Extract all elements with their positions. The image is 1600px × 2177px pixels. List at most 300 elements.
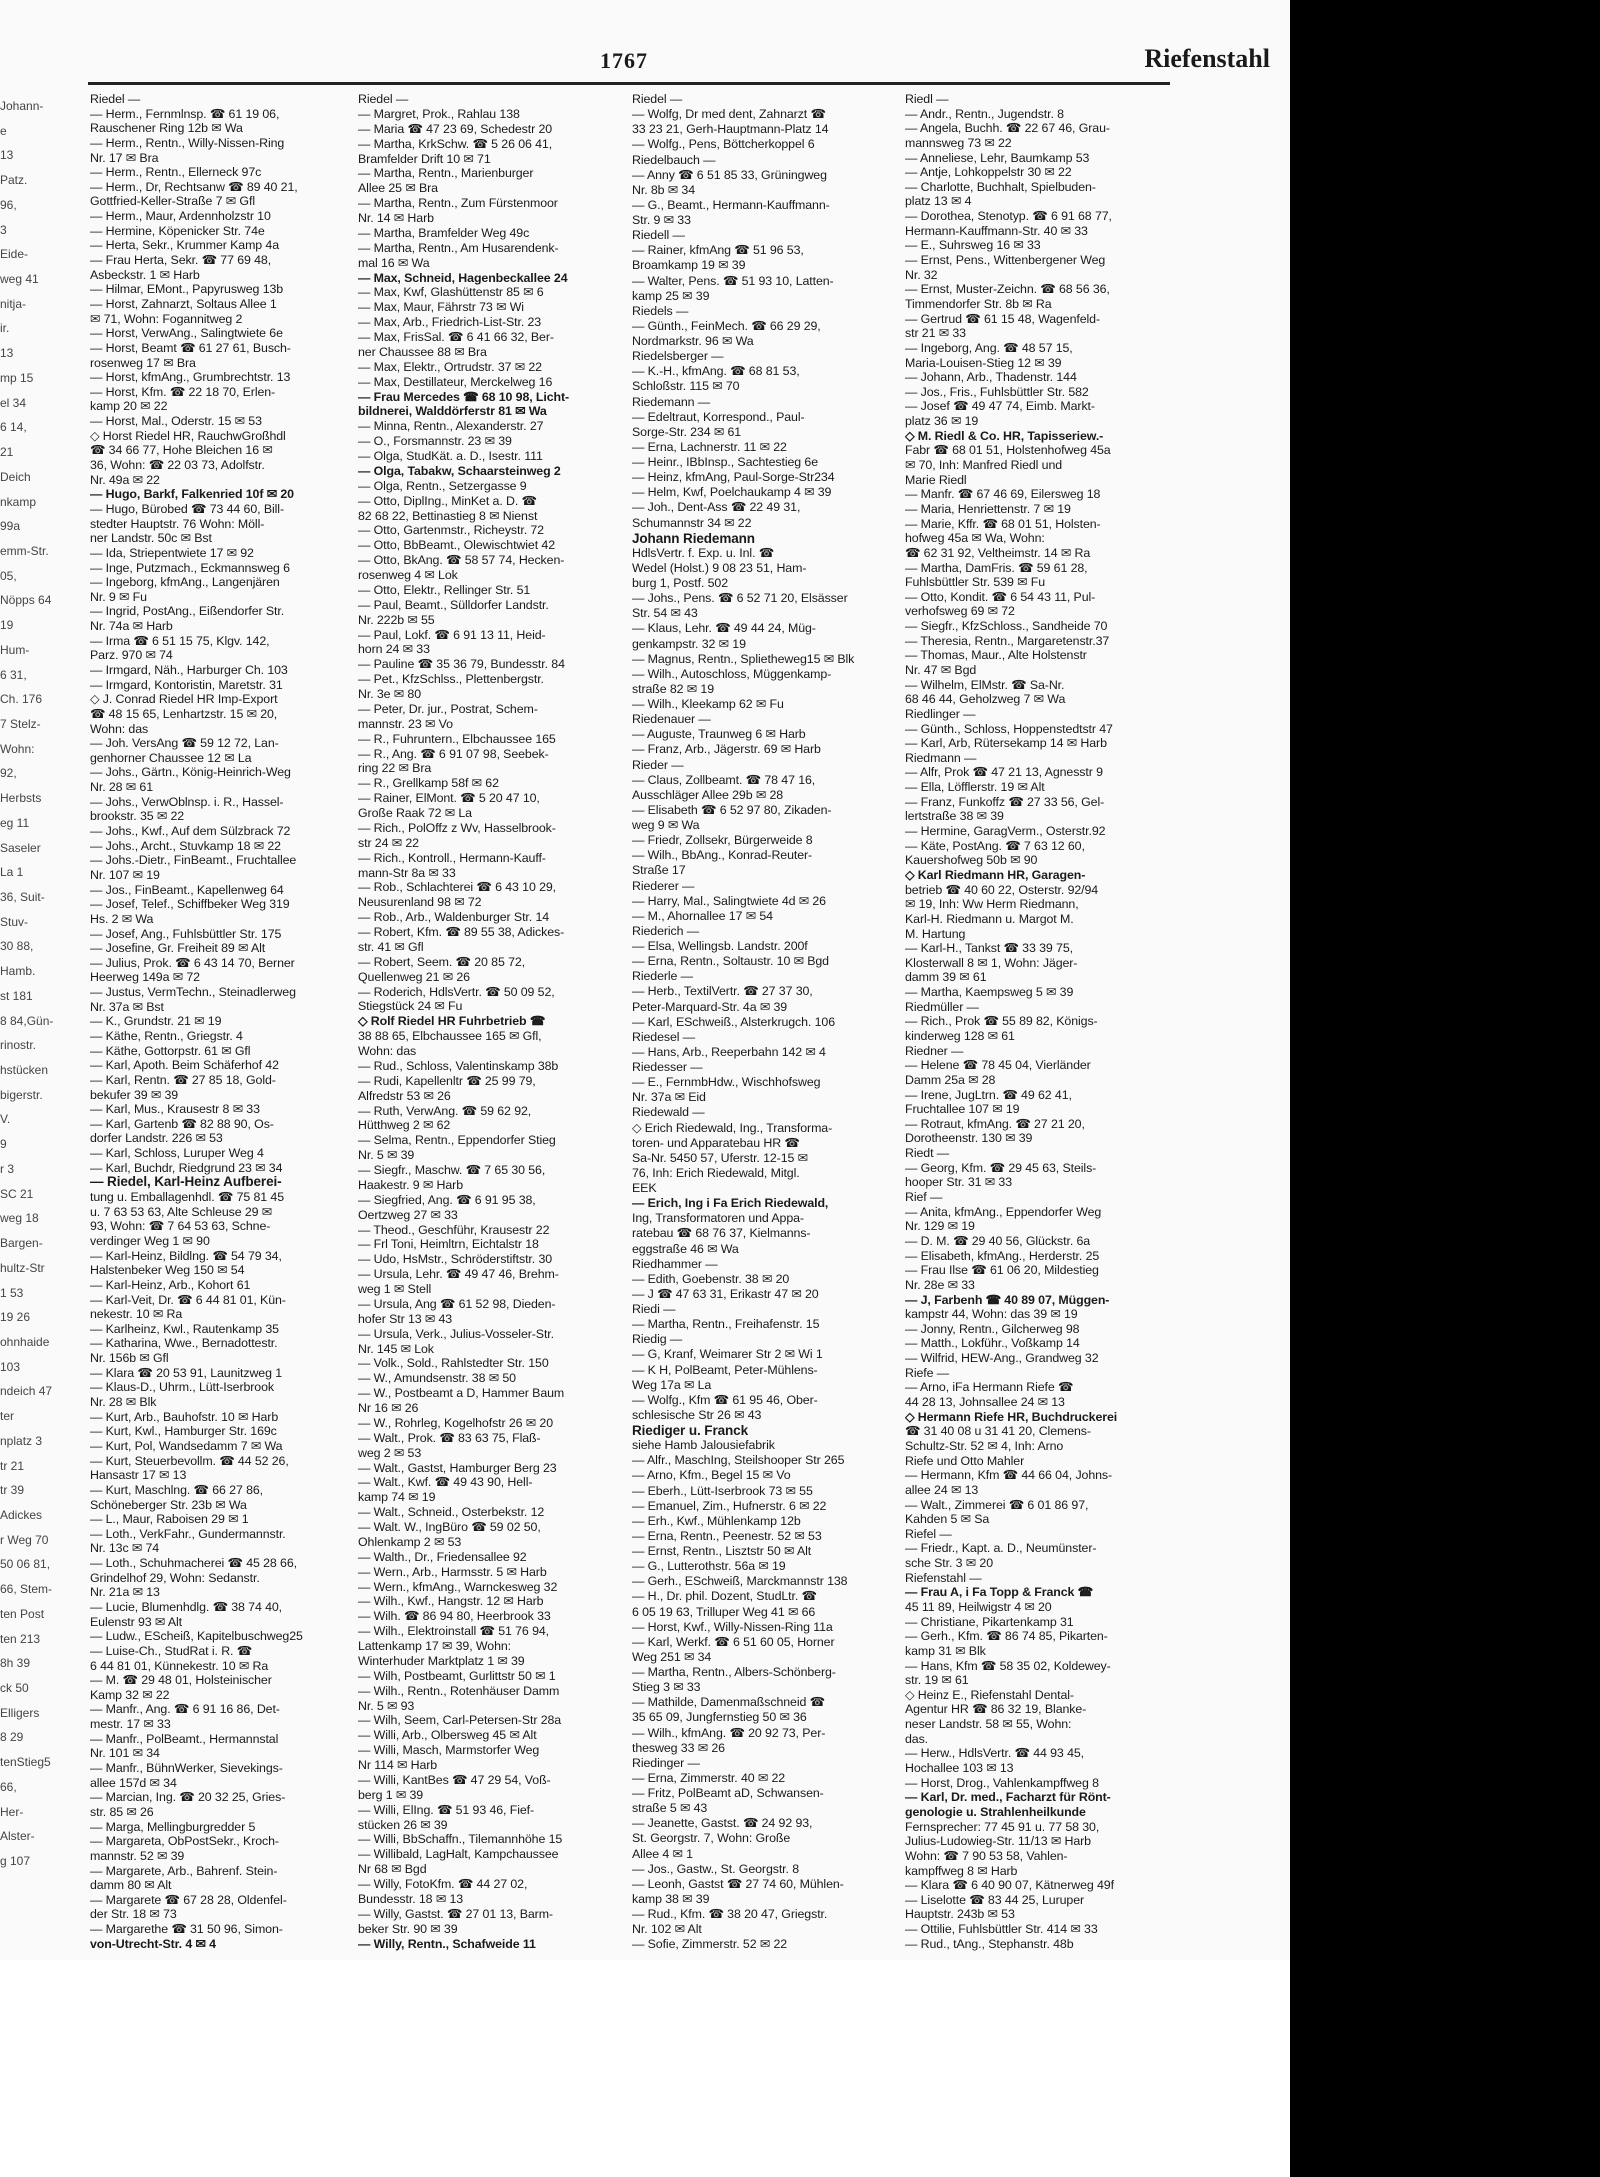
directory-entry-line: — Willi, BbSchaffn., Tilemannhöhe 15	[358, 1832, 563, 1847]
fragment-line: Saseler	[0, 840, 41, 855]
directory-entry-line: Sorge-Str. 234 ✉ 61	[632, 424, 742, 439]
directory-entry-line: — Käte, PostAng. ☎ 7 63 12 60,	[905, 838, 1085, 853]
directory-entry-line: 35 65 09, Jungfernstieg 50 ✉ 36	[632, 1710, 807, 1725]
directory-entry-line: — Jonny, Rentn., Gilcherweg 98	[905, 1321, 1080, 1336]
directory-entry-line: — Karl, Schloss, Luruper Weg 4	[90, 1146, 264, 1161]
directory-entry-line: hofweg 45a ✉ Wa, Wohn:	[905, 531, 1045, 546]
directory-entry-line: — Ruth, VerwAng. ☎ 59 62 92,	[358, 1103, 532, 1118]
directory-entry-line: — Wilh., Kwf., Hangstr. 12 ✉ Harb	[358, 1594, 544, 1609]
directory-entry-line: ☎ 62 31 92, Veltheimstr. 14 ✉ Ra	[905, 545, 1091, 560]
directory-entry-line: ◇ Karl Riedmann HR, Garagen-	[905, 867, 1086, 882]
directory-entry-line: — Arno, Kfm., Begel 15 ✉ Vo	[632, 1468, 791, 1483]
directory-entry-line: — Otto, Gartenmstr., Richeystr. 72	[358, 523, 544, 538]
directory-entry-line: — Karl, Arb, Rütersekamp 14 ✉ Harb	[905, 736, 1107, 751]
directory-entry-line: Nr. 107 ✉ 19	[90, 867, 160, 882]
directory-entry-line: — K.-H., kfmAng. ☎ 68 81 53,	[632, 364, 800, 379]
fragment-line: tr 21	[0, 1458, 25, 1473]
fragment-line: 6 14,	[0, 420, 27, 435]
directory-entry-line: u. 7 63 53 63, Alte Schleuse 29 ✉	[90, 1204, 273, 1219]
page-number: 1767	[600, 48, 648, 73]
fragment-line: ohnhaide	[0, 1334, 50, 1349]
directory-entry-line: — Rich., Prok ☎ 55 89 82, Königs-	[905, 1014, 1098, 1029]
directory-entry-line: Riedner —	[905, 1043, 964, 1058]
directory-entry-line: — Marga, Mellingburgredder 5	[90, 1819, 256, 1834]
directory-entry-line: ☎ 31 40 08 u 31 41 20, Clemens-	[905, 1424, 1091, 1439]
directory-entry-line: — Ernst, Rentn., Lisztstr 50 ✉ Alt	[632, 1544, 812, 1558]
directory-entry-line: — Paul, Beamt., Sülldorfer Landstr.	[358, 597, 549, 612]
directory-entry-line: — Margarete, Arb., Bahrenf. Stein-	[90, 1863, 278, 1878]
fragment-line: Patz.	[0, 173, 28, 188]
directory-entry-line: Bundesstr. 18 ✉ 13	[358, 1891, 464, 1906]
directory-entry-line: ratebau ☎ 68 76 37, Kielmanns-	[632, 1226, 811, 1241]
directory-entry-line: — Karl, Dr. med., Facharzt für Rönt-	[905, 1790, 1111, 1805]
directory-entry-line: — Max, Destillateur, Merckelweg 16	[358, 374, 553, 389]
directory-entry-line: hofer Str 13 ✉ 43	[358, 1311, 453, 1326]
directory-entry-line: — G., Lutterothstr. 56a ✉ 19	[632, 1559, 786, 1574]
directory-entry-line: — Charlotte, Buchhalt, Spielbuden-	[905, 179, 1096, 194]
directory-entry-line: Riefenstahl —	[905, 1570, 982, 1585]
directory-entry-line: Nr. 49a ✉ 22	[90, 472, 160, 487]
directory-entry-line: — Max, Schneid, Hagenbeckallee 24	[358, 270, 568, 285]
directory-entry-line: — Martha, KrkSchw. ☎ 5 26 06 41,	[358, 136, 553, 151]
directory-entry-line: — Karl, ESchweiß., Alsterkrugch. 106	[632, 1014, 835, 1029]
directory-entry-line: Allee 4 ✉ 1	[632, 1846, 693, 1861]
directory-entry-line: str. 85 ✉ 26	[90, 1804, 154, 1819]
directory-entry-line: — Irene, JugLtrn. ☎ 49 62 41,	[905, 1087, 1072, 1102]
directory-entry-line: — Herb., TextilVertr. ☎ 27 37 30,	[632, 984, 813, 999]
directory-entry-line: — Hermine, GaragVerm., Osterstr.92	[905, 824, 1106, 839]
directory-entry-line: — Hugo, Barkf, Falkenried 10f ✉ 20	[90, 487, 294, 502]
directory-entry-line: — Jeanette, Gastst. ☎ 24 92 93,	[632, 1816, 813, 1831]
directory-entry-line: — Walt., Schneid., Osterbekstr. 12	[358, 1505, 545, 1520]
directory-entry-line: — Minna, Rentn., Alexanderstr. 27	[358, 419, 544, 434]
directory-entry-line: — R., Ang. ☎ 6 91 07 98, Seebek-	[358, 746, 549, 761]
fragment-line: Eide-	[0, 247, 29, 262]
directory-entry-line: — Gertrud ☎ 61 15 48, Wagenfeld-	[905, 311, 1100, 326]
directory-entry-line: Hs. 2 ✉ Wa	[90, 911, 154, 926]
fragment-line: g 107	[0, 1854, 31, 1869]
directory-entry-line: — Rud., tAng., Stephanstr. 48b	[905, 1936, 1074, 1951]
directory-entry-line: — Helene ☎ 78 45 04, Vierländer	[905, 1058, 1091, 1073]
directory-entry-line: — Rud., Kfm. ☎ 38 20 47, Griegstr.	[632, 1907, 828, 1921]
directory-entry-line: — Walt., Gastst, Hamburger Berg 23	[358, 1460, 557, 1475]
directory-entry-line: 93, Wohn: ☎ 7 64 53 63, Schne-	[90, 1219, 271, 1234]
directory-entry-line: — Karl, Mus., Krausestr 8 ✉ 33	[90, 1102, 260, 1117]
directory-entry-line: — O., Forsmannstr. 23 ✉ 39	[358, 434, 512, 449]
fragment-line: Bargen-	[0, 1236, 43, 1251]
directory-entry-line: — Loth., VerkFahr., Gundermannstr.	[90, 1526, 286, 1541]
directory-entry-line: — Elsa, Wellingsb. Landstr. 200f	[632, 939, 808, 953]
directory-entry-line: — Gerh., ESchweiß, Marckmannstr 138	[632, 1574, 848, 1589]
directory-entry-line: — Auguste, Traunweg 6 ✉ Harb	[632, 727, 806, 742]
directory-entry-line: Fabr ☎ 68 01 51, Holstenhofweg 45a	[905, 443, 1111, 458]
directory-entry-line: — Horst, Beamt ☎ 61 27 61, Busch-	[90, 340, 291, 355]
directory-entry-line: — Rob., Arb., Waldenburger Str. 14	[358, 910, 550, 925]
directory-entry-line: Riederle —	[632, 969, 693, 984]
directory-entry-line: — Klara ☎ 6 40 90 07, Kätnerweg 49f	[905, 1878, 1114, 1893]
directory-entry-line: — Jos., FinBeamt., Kapellenweg 64	[90, 882, 284, 897]
directory-entry-line: — Willy, Gastst. ☎ 27 01 13, Barm-	[358, 1906, 553, 1921]
fragment-line: 21	[0, 445, 14, 460]
fragment-line: Her-	[0, 1804, 24, 1819]
directory-entry-line: — R., Fuhruntern., Elbchaussee 165	[358, 731, 556, 746]
fragment-line: Alster-	[0, 1829, 35, 1844]
directory-entry-line: — Max, Maur, Fährstr 73 ✉ Wi	[358, 300, 524, 315]
fragment-line: Stuv-	[0, 914, 29, 929]
directory-entry-line: — Angela, Buchh. ☎ 22 67 46, Grau-	[905, 121, 1110, 136]
directory-entry-line: — Pet., KfzSchlss., Plettenbergstr.	[358, 672, 544, 687]
directory-entry-line: ☎ 34 66 77, Hohe Bleichen 16 ✉	[90, 443, 273, 458]
directory-entry-line: 68 46 44, Geholzweg 7 ✉ Wa	[905, 692, 1066, 707]
directory-entry-line: Riedi —	[632, 1302, 676, 1316]
directory-entry-line: — Inge, Putzmach., Eckmannsweg 6	[90, 560, 290, 575]
directory-entry-line: — Willy, Rentn., Schafweide 11	[358, 1936, 536, 1951]
directory-entry-line: Karl-H. Riedmann u. Margot M.	[905, 911, 1074, 926]
directory-entry-line: — Dorothea, Stenotyp. ☎ 6 91 68 77,	[905, 209, 1112, 224]
directory-entry-line: — Ingeborg, kfmAng., Langenjären	[90, 575, 280, 590]
directory-entry-line: — Frau A, i Fa Topp & Franck ☎	[905, 1585, 1093, 1600]
directory-entry-line: Lattenkamp 17 ✉ 39, Wohn:	[358, 1639, 511, 1653]
directory-entry-line: — Siegfried, Ang. ☎ 6 91 95 38,	[358, 1192, 536, 1207]
directory-entry-line: HdlsVertr. f. Exp. u. Inl. ☎	[632, 545, 775, 560]
directory-entry-line: 6 05 19 63, Trilluper Weg 41 ✉ 66	[632, 1604, 816, 1619]
directory-entry-line: — Irma ☎ 6 51 15 75, Klgv. 142,	[90, 633, 270, 648]
directory-entry-line: — Otto, Kondit. ☎ 6 54 43 11, Pul-	[905, 589, 1096, 604]
directory-entry-line: kampstr 44, Wohn: das 39 ✉ 19	[905, 1307, 1078, 1322]
directory-entry-line: damm 39 ✉ 61	[905, 970, 987, 985]
directory-entry-line: Schultz-Str. 52 ✉ 4, Inh: Arno	[905, 1438, 1064, 1453]
directory-entry-line: — Ernst, Pens., Wittenbergener Weg	[905, 253, 1106, 268]
directory-entry-line: Nr. 8b ✉ 34	[632, 182, 696, 197]
directory-entry-line: Kauershofweg 50b ✉ 90	[905, 853, 1038, 868]
directory-entry-line: Riefe und Otto Mahler	[905, 1453, 1025, 1468]
fragment-line: Deich	[0, 469, 31, 484]
directory-entry-line: Nr. 28e ✉ 33	[905, 1277, 975, 1292]
directory-entry-line: ✉ 70, Inh: Manfred Riedl und	[905, 458, 1063, 473]
directory-entry-line: Fuhlsbüttler Str. 539 ✉ Fu	[905, 575, 1046, 590]
directory-entry-line: — Ursula, Ang ☎ 61 52 98, Dieden-	[358, 1296, 556, 1311]
directory-entry-line: — Georg, Kfm. ☎ 29 45 63, Steils-	[905, 1160, 1097, 1175]
directory-entry-line: Broamkamp 19 ✉ 39	[632, 258, 746, 273]
directory-entry-line: weg 2 ✉ 53	[358, 1445, 422, 1460]
fragment-line: ir.	[0, 321, 10, 336]
directory-entry-line: — Martha, Rentn., Albers-Schönberg-	[632, 1665, 836, 1679]
directory-entry-line: Ohlenkamp 2 ✉ 53	[358, 1534, 462, 1549]
directory-entry-line: — Karl, Buchdr, Riedgrund 23 ✉ 34	[90, 1160, 283, 1175]
directory-entry-line: Halstenbeker Weg 150 ✉ 54	[90, 1263, 245, 1278]
directory-entry-line: — Käthe, Gottorpstr. 61 ✉ Gfl	[90, 1043, 251, 1058]
directory-entry-line: — Herw., HdlsVertr. ☎ 44 93 45,	[905, 1746, 1084, 1761]
directory-entry-line: brookstr. 35 ✉ 22	[90, 809, 185, 824]
directory-entry-line: straße 5 ✉ 43	[632, 1801, 708, 1816]
fragment-line: st 181	[0, 988, 33, 1003]
directory-entry-line: rosenweg 4 ✉ Lok	[358, 568, 458, 582]
directory-entry-line: Rief —	[905, 1190, 943, 1205]
directory-entry-line: straße 82 ✉ 19	[632, 681, 714, 696]
fragment-line: 3	[0, 222, 7, 237]
directory-entry-line: platz 36 ✉ 19	[905, 414, 979, 429]
directory-entry-line: — Erh., Kwf., Mühlenkamp 12b	[632, 1513, 801, 1528]
directory-entry-line: burg 1, Postf. 502	[632, 576, 729, 590]
fragment-line: ndeich 47	[0, 1384, 53, 1399]
directory-entry-line: Hütthweg 2 ✉ 62	[358, 1118, 451, 1133]
directory-entry-line: — Karlheinz, Kwl., Rautenkamp 35	[90, 1321, 279, 1336]
fragment-line: 13	[0, 148, 14, 163]
fragment-line: 30 88,	[0, 939, 34, 954]
directory-entry-line: Kamp 32 ✉ 22	[90, 1687, 170, 1702]
fragment-line: ten Post	[0, 1606, 45, 1621]
directory-entry-line: — Wilh., BbAng., Konrad-Reuter-	[632, 848, 813, 863]
directory-entry-line: platz 13 ✉ 4	[905, 194, 972, 209]
fragment-line: 50 06 81,	[0, 1557, 51, 1572]
directory-entry-line: von-Utrecht-Str. 4 ✉ 4	[90, 1936, 216, 1951]
directory-entry-line: — Martha, DamFris. ☎ 59 61 28,	[905, 560, 1088, 575]
directory-entry-line: — Horst, Kfm. ☎ 22 18 70, Erlen-	[90, 384, 276, 399]
directory-entry-line: 36, Wohn: ☎ 22 03 73, Adolfstr.	[90, 458, 265, 473]
directory-entry-line: ◇ Horst Riedel HR, RauchwGroßhdl	[90, 428, 286, 443]
directory-entry-line: — Sofie, Zimmerstr. 52 ✉ 22	[632, 1937, 788, 1952]
directory-entry-line: — W., Rohrleg, Kogelhofstr 26 ✉ 20	[358, 1415, 554, 1430]
directory-entry-line: — L., Maur, Raboisen 29 ✉ 1	[90, 1512, 249, 1527]
directory-entry-line: — Herm., Rentn., Willy-Nissen-Ring	[90, 135, 285, 150]
directory-entry-line: Wohn: das	[358, 1044, 417, 1058]
directory-entry-line: Nr. 32	[905, 267, 938, 282]
directory-entry-line: — Johs., Gärtn., König-Heinrich-Weg	[90, 765, 291, 780]
directory-entry-line: mestr. 17 ✉ 33	[90, 1717, 171, 1732]
directory-entry-line: sche Str. 3 ✉ 20	[905, 1556, 993, 1571]
directory-entry-line: ☎ 48 15 65, Lenhartzstr. 15 ✉ 20,	[90, 706, 278, 721]
directory-entry-line: ner Landstr. 50c ✉ Bst	[90, 531, 212, 546]
directory-entry-line: genkampstr. 32 ✉ 19	[632, 636, 746, 651]
directory-entry-line: mann-Str 8a ✉ 33	[358, 865, 456, 880]
scan-margin-bottom	[0, 1960, 1290, 2177]
directory-entry-line: Str. 9 ✉ 33	[632, 213, 691, 227]
fragment-line: Elligers	[0, 1705, 40, 1720]
fragment-line: weg 18	[0, 1211, 39, 1226]
directory-entry-line: — Christiane, Pikartenkamp 31	[905, 1614, 1074, 1629]
fragment-line: 05,	[0, 568, 17, 583]
directory-entry-line: 44 28 13, Johnsallee 24 ✉ 13	[905, 1395, 1065, 1410]
directory-entry-line: St. Georgstr. 7, Wohn: Große	[632, 1831, 791, 1846]
directory-entry-line: genhorner Chaussee 12 ✉ La	[90, 750, 252, 765]
fragment-line: Ch. 176	[0, 692, 43, 707]
directory-entry-line: Nr. 28 ✉ 61	[90, 780, 154, 795]
directory-entry-line: — Wilh., Rentn., Rotenhäuser Damm	[358, 1683, 560, 1698]
directory-entry-line: — Volk., Sold., Rahlstedter Str. 150	[358, 1356, 549, 1371]
directory-entry-line: M. Hartung	[905, 926, 966, 941]
directory-entry-line: — Willibald, LagHalt, Kampchaussee	[358, 1847, 559, 1862]
directory-entry-line: — Wilh, Seem, Carl-Petersen-Str 28a	[358, 1713, 562, 1728]
directory-entry-line: — Frau Ilse ☎ 61 06 20, Mildestieg	[905, 1263, 1099, 1278]
directory-entry-line: — Liselotte ☎ 83 44 25, Luruper	[905, 1892, 1085, 1907]
directory-entry-line: — Karl, Rentn. ☎ 27 85 18, Gold-	[90, 1072, 276, 1087]
directory-entry-line: Winterhuder Marktplatz 1 ✉ 39	[358, 1653, 525, 1668]
directory-entry-line: ◇ Hermann Riefe HR, Buchdruckerei	[905, 1409, 1118, 1424]
directory-entry-line: Nr. 14 ✉ Harb	[358, 211, 434, 225]
directory-entry-line: — Siegfr., Maschw. ☎ 7 65 30 56,	[358, 1163, 546, 1177]
directory-entry-line: Wedel (Holst.) 9 08 23 51, Ham-	[632, 560, 807, 575]
directory-entry-line: — Margareta, ObPostSekr., Kroch-	[90, 1834, 279, 1849]
directory-entry-line: — Harry, Mal., Salingtwiete 4d ✉ 26	[632, 893, 826, 908]
directory-entry-line: Nr. 17 ✉ Bra	[90, 150, 159, 165]
directory-entry-line: Fernsprecher: 77 45 91 u. 77 58 30,	[905, 1819, 1100, 1834]
directory-entry-line: Oertzweg 27 ✉ 33	[358, 1207, 458, 1222]
directory-entry-line: Riedelsberger —	[632, 349, 724, 364]
directory-entry-line: — Antje, Lohkoppelstr 30 ✉ 22	[905, 165, 1072, 180]
directory-entry-line: Dorotheenstr. 130 ✉ 39	[905, 1131, 1033, 1146]
directory-entry-line: Riedhammer —	[632, 1256, 718, 1271]
directory-entry-line: — Olga, StudKät. a. D., Isestr. 111	[358, 449, 543, 463]
fragment-line: V.	[0, 1112, 11, 1127]
directory-entry-line: — Martha, Kaempsweg 5 ✉ 39	[905, 985, 1074, 1000]
fragment-line: eg 11	[0, 815, 30, 830]
directory-entry-line: — Julius, Prok. ☎ 6 43 14 70, Berner	[90, 955, 295, 970]
directory-entry-line: — Horst, Mal., Oderstr. 15 ✉ 53	[90, 414, 262, 429]
directory-entry-line: ◇ M. Riedl & Co. HR, Tapisseriew.-	[905, 428, 1104, 443]
directory-entry-line: — E., Suhrsweg 16 ✉ 33	[905, 238, 1041, 253]
directory-entry-line: toren- und Apparatebau HR ☎	[632, 1135, 800, 1150]
directory-entry-line: — Martha, Rentn., Freihafenstr. 15	[632, 1317, 820, 1332]
directory-entry-line: — Edeltraut, Korrespond., Paul-	[632, 409, 805, 424]
directory-entry-line: — Andr., Rentn., Jugendstr. 8	[905, 106, 1064, 121]
directory-entry-line: Str. 54 ✉ 43	[632, 606, 698, 621]
directory-entry-line: Asbeckstr. 1 ✉ Harb	[90, 267, 200, 282]
directory-entry-line: Riederich —	[632, 923, 700, 938]
directory-entry-line: mal 16 ✉ Wa	[358, 255, 430, 270]
directory-entry-line: Nordmarkstr. 96 ✉ Wa	[632, 334, 754, 348]
directory-entry-line: — Horst, Kwf., Willy-Nissen-Ring 11a	[632, 1619, 833, 1634]
directory-entry-line: Nr. 37a ✉ Eid	[632, 1090, 706, 1105]
directory-entry-line: mannsweg 73 ✉ 22	[905, 135, 1012, 150]
directory-entry-line: — Arno, iFa Hermann Riefe ☎	[905, 1380, 1074, 1395]
directory-entry-line: — Rotraut, kfmAng. ☎ 27 21 20,	[905, 1116, 1085, 1131]
directory-entry-line: Riedt —	[905, 1146, 950, 1161]
fragment-line: ter	[0, 1409, 15, 1424]
directory-entry-line: Johann Riedemann	[632, 530, 755, 546]
directory-entry-line: stücken 26 ✉ 39	[358, 1817, 448, 1832]
directory-entry-line: — Irmgard, Kontoristin, Maretstr. 31	[90, 677, 283, 692]
directory-entry-line: Allee 25 ✉ Bra	[358, 181, 438, 196]
directory-entry-line: Gottfried-Keller-Straße 7 ✉ Gfl	[90, 194, 255, 209]
directory-entry-line: Riedinger —	[632, 1755, 700, 1770]
directory-entry-line: — Ursula, Lehr. ☎ 49 47 46, Brehm-	[358, 1267, 559, 1282]
directory-entry-line: Weg 251 ✉ 34	[632, 1649, 712, 1664]
directory-entry-line: — Wilh., Autoschloss, Müggenkamp-	[632, 666, 832, 681]
directory-entry-line: thesweg 33 ✉ 26	[632, 1740, 725, 1755]
directory-entry-line: Riedmann —	[905, 750, 977, 765]
directory-entry-line: — Karl, Werkf. ☎ 6 51 60 05, Horner	[632, 1634, 835, 1649]
directory-entry-line: — Anneliese, Lehr, Baumkamp 53	[905, 150, 1090, 165]
directory-entry-line: Nr. 129 ✉ 19	[905, 1219, 975, 1234]
directory-entry-line: — Walt., Zimmerei ☎ 6 01 86 97,	[905, 1497, 1089, 1512]
directory-entry-line: Riediger u. Franck	[632, 1423, 748, 1438]
directory-entry-line: — G., Beamt., Hermann-Kauffmann-	[632, 197, 830, 212]
directory-entry-line: — Theresia, Rentn., Margaretenstr.37	[905, 633, 1110, 648]
directory-entry-line: — G, Kranf, Weimarer Str 2 ✉ Wi 1	[632, 1347, 823, 1362]
directory-entry-line: kampffweg 8 ✉ Harb	[905, 1863, 1018, 1878]
directory-entry-line: Damm 25a ✉ 28	[905, 1072, 996, 1087]
directory-entry-line: — D. M. ☎ 29 40 56, Glückstr. 6a	[905, 1233, 1091, 1248]
directory-entry-line: str 24 ✉ 22	[358, 835, 419, 850]
fragment-line: bigerstr.	[0, 1087, 43, 1102]
directory-entry-line: — Wilhelm, ElMstr. ☎ Sa-Nr.	[905, 677, 1065, 692]
directory-entry-line: — W., Postbeamt a D, Hammer Baum	[358, 1386, 565, 1401]
directory-column-3	[632, 92, 897, 1952]
directory-entry-line: ner Chaussee 88 ✉ Bra	[358, 344, 487, 359]
directory-entry-line: — Hugo, Bürobed ☎ 73 44 60, Bill-	[90, 501, 284, 516]
directory-entry-line: — Elisabeth ☎ 6 52 97 80, Zikaden-	[632, 802, 832, 817]
directory-entry-line: Alfredstr 53 ✉ 26	[358, 1088, 451, 1103]
running-head: Riefenstahl	[1144, 44, 1270, 73]
directory-entry-line: Schloßstr. 115 ✉ 70	[632, 379, 740, 394]
directory-entry-line: Neusurenland 98 ✉ 72	[358, 895, 482, 910]
directory-entry-line: siehe Hamb Jalousiefabrik	[632, 1438, 775, 1453]
directory-entry-line: — Anita, kfmAng., Eppendorfer Weg	[905, 1204, 1102, 1219]
directory-entry-line: — Olga, Tabakw, Schaarsteinweg 2	[358, 463, 561, 478]
directory-entry-line: Hansastr 17 ✉ 13	[90, 1468, 187, 1483]
directory-entry-line: kamp 38 ✉ 39	[632, 1891, 710, 1906]
directory-entry-line: — Margret, Prok., Rahlau 138	[358, 106, 520, 121]
directory-entry-line: Ing, Transformatoren und Appa-	[632, 1211, 804, 1226]
directory-entry-line: Hauptstr. 243b ✉ 53	[905, 1907, 1015, 1922]
fragment-line: 6 31,	[0, 667, 27, 682]
directory-entry-line: — Thomas, Maur., Alte Holstenstr	[905, 648, 1087, 663]
directory-entry-line: — Willi, ElIng. ☎ 51 93 46, Fief-	[358, 1802, 535, 1817]
directory-entry-line: ◇ Rolf Riedel HR Fuhrbetrieb ☎	[358, 1014, 546, 1029]
fragment-line: 9	[0, 1137, 7, 1152]
directory-entry-line: — Johs., Kwf., Auf dem Sülzbrack 72	[90, 824, 291, 839]
scan-border-right	[1290, 0, 1600, 2177]
directory-entry-line: — Rudi, Kapellenltr ☎ 25 99 79,	[358, 1073, 536, 1088]
directory-entry-line: rosenweg 17 ✉ Bra	[90, 355, 196, 370]
directory-entry-line: Hermann-Kauffmann-Str. 40 ✉ 33	[905, 223, 1088, 238]
directory-entry-line: — Marie, Kffr. ☎ 68 01 51, Holsten-	[905, 516, 1101, 531]
directory-entry-line: — Edith, Goebenstr. 38 ✉ 20	[632, 1271, 790, 1286]
directory-entry-line: Julius-Ludowieg-Str. 11/13 ✉ Harb	[905, 1834, 1091, 1849]
fragment-line: e	[0, 123, 7, 138]
directory-entry-line: der Str. 18 ✉ 73	[90, 1907, 177, 1922]
directory-entry-line: — Udo, HsMstr., Schröderstiftstr. 30	[358, 1252, 553, 1267]
directory-entry-line: — Friedr, Zollsekr, Bürgerweide 8	[632, 833, 813, 848]
directory-entry-line: Peter-Marquard-Str. 4a ✉ 39	[632, 999, 788, 1014]
directory-entry-line: — Justus, VermTechn., Steinadlerweg	[90, 985, 296, 1000]
directory-entry-line: str. 41 ✉ Gfl	[358, 939, 424, 954]
directory-entry-line: — Wern., kfmAng., Warnckesweg 32	[358, 1579, 558, 1594]
directory-entry-line: — Josefine, Gr. Freiheit 89 ✉ Alt	[90, 941, 266, 956]
directory-entry-line: — Claus, Zollbeamt. ☎ 78 47 16,	[632, 772, 816, 787]
directory-entry-line: — Selma, Rentn., Eppendorfer Stieg	[358, 1133, 556, 1148]
directory-entry-line: Riedl —	[905, 92, 949, 106]
directory-entry-line: Riedel —	[358, 92, 409, 106]
directory-entry-line: 45 11 89, Heilwigstr 4 ✉ 20	[905, 1599, 1052, 1614]
directory-entry-line: — Ursula, Verk., Julius-Vosseler-Str.	[358, 1326, 554, 1341]
directory-entry-line: — Max, Arb., Friedrich-List-Str. 23	[358, 315, 542, 330]
directory-entry-line: — Rainer, ElMont. ☎ 5 20 47 10,	[358, 791, 540, 806]
fragment-line: 8 84,Gün-	[0, 1013, 54, 1028]
directory-entry-line: Riedemann —	[632, 394, 711, 409]
directory-entry-line: — Martha, Rentn., Am Husarendenk-	[358, 240, 559, 255]
fragment-line: ten 213	[0, 1631, 41, 1646]
directory-entry-line: — J, Farbenh ☎ 40 89 07, Müggen-	[905, 1292, 1110, 1307]
directory-entry-line: Riedenauer —	[632, 712, 711, 727]
directory-entry-line: tung u. Emballagenhdl. ☎ 75 81 45	[90, 1190, 285, 1205]
directory-entry-line: — Herm., Maur, Ardennholzstr 10	[90, 209, 271, 224]
directory-entry-line: Agentur HR ☎ 86 32 19, Blanke-	[905, 1702, 1087, 1717]
fragment-line: hultz-Str	[0, 1260, 45, 1275]
directory-column-4	[905, 92, 1170, 1951]
directory-entry-line: — Rud., Schloss, Valentinskamp 38b	[358, 1058, 559, 1073]
directory-entry-line: — K H, PolBeamt, Peter-Mühlens-	[632, 1362, 818, 1377]
